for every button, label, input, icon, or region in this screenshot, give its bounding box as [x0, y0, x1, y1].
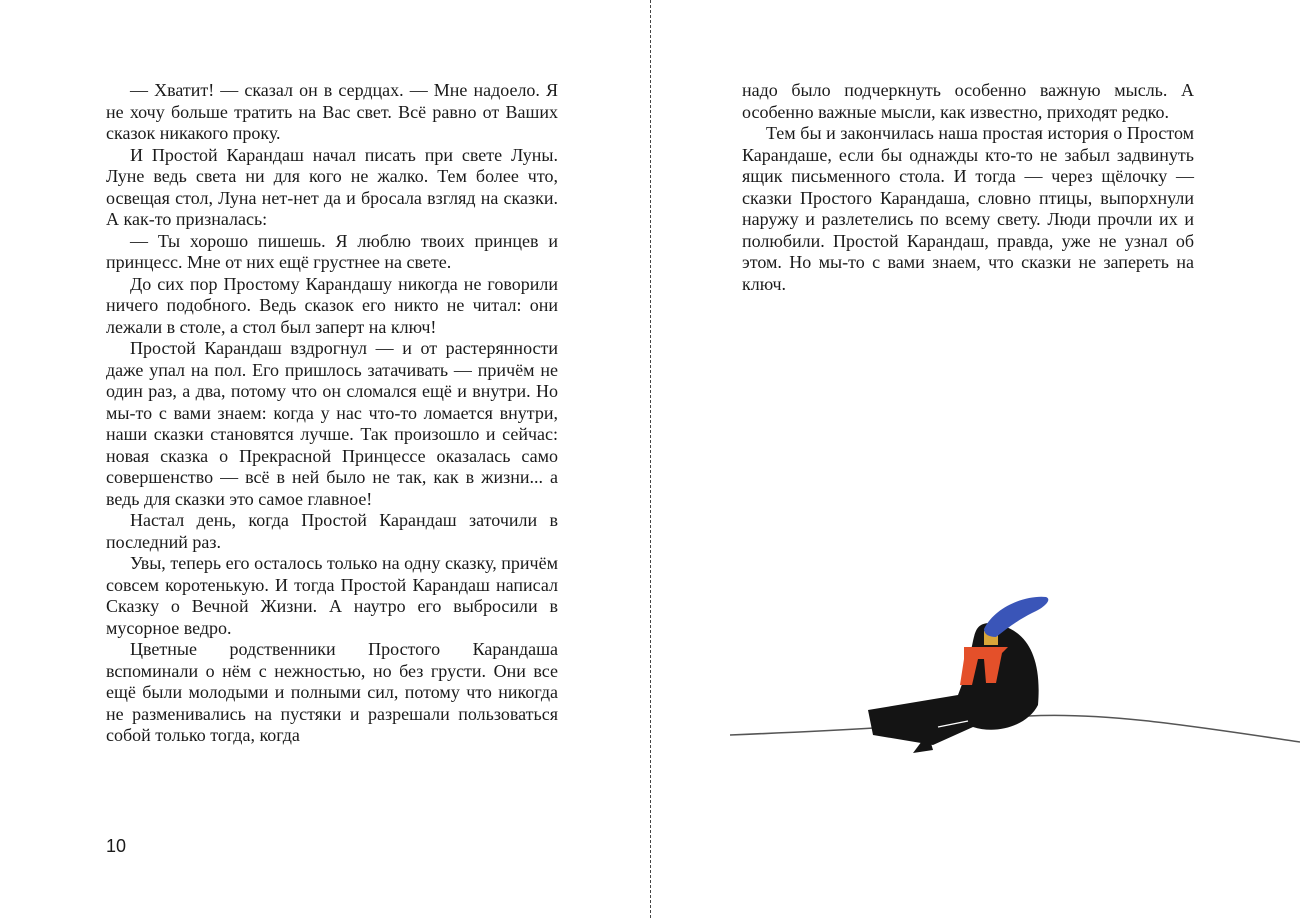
character-body — [868, 623, 1039, 745]
paragraph: Увы, теперь его осталось только на одну сказку, причём совсем коротенькую. И тогда Простой Карандаш написал Сказку о Вечной Жизни. А наутро его выбросили в мусорное ведро. — [106, 553, 558, 638]
paragraph: — Хватит! — сказал он в сердцах. — Мне надоело. Я не хочу больше тратить на Вас свет. Всё равно от Ваших сказок никакого проку. — [106, 80, 558, 143]
paragraph-continuation: надо было подчеркнуть особенно важную мысль. А особенно важные мысли, как известно, приходят редко. — [742, 80, 1194, 122]
page-number: 10 — [106, 836, 127, 856]
paragraph: И Простой Карандаш начал писать при свете Луны. Луне ведь света ни для кого не жалко. Тем более что, освещая стол, Луна нет-нет да и бросала взгляд на сказки. А как-то призналась: — [106, 144, 558, 229]
paragraph: Настал день, когда Простой Карандаш заточили в последний раз. — [106, 510, 558, 552]
paragraph: До сих пор Простому Карандашу никогда не говорили ничего подобного. Ведь сказок его никто не читал: они лежали в столе, а стол был заперт на ключ! — [106, 273, 558, 337]
paragraph: Цветные родственники Простого Карандаша вспоминали о нём с нежностью, но без грусти. Они все ещё были молодыми и полными сил, потому что никогда не разменивались на пустяки и разрешали пользоваться собой только тогда, когда — [106, 639, 558, 745]
pencil-character-illustration — [728, 585, 1300, 760]
left-page-text — [106, 80, 558, 747]
right-page-text — [742, 80, 1194, 295]
paragraph: Тем бы и закончилась наша простая история о Простом Карандаше, если бы однажды кто-то не забыл задвинуть ящик письменного стола. И тогда — через щёлочку — сказки Простого Карандаша, словно птицы, выпорхнули наружу и разлетелись по всему свету. Люди прочли их и полюбили. Простой Карандаш, правда, уже не узнал об этом. Но мы-то с вами знаем, что сказки не запереть на ключ. — [742, 123, 1194, 294]
character-hair — [984, 597, 1048, 637]
paragraph: Простой Карандаш вздрогнул — и от растерянности даже упал на пол. Его пришлось затачивать — причём не один раз, а два, потому что он сломался ещё и внутри. Но мы-то с вами знаем: когда у нас что-то ломается внутри, наши сказки становятся лучше. Так произошло и сейчас: новая сказка о Прекрасной Принцессе оказалась само совершенство — всё в ней было не так, как в жизни... а ведь для сказки это самое главное! — [106, 338, 558, 509]
page-fold-line — [650, 0, 651, 918]
paragraph: — Ты хорошо пишешь. Я люблю твоих принцев и принцесс. Мне от них ещё грустнее на свете. — [106, 230, 558, 272]
